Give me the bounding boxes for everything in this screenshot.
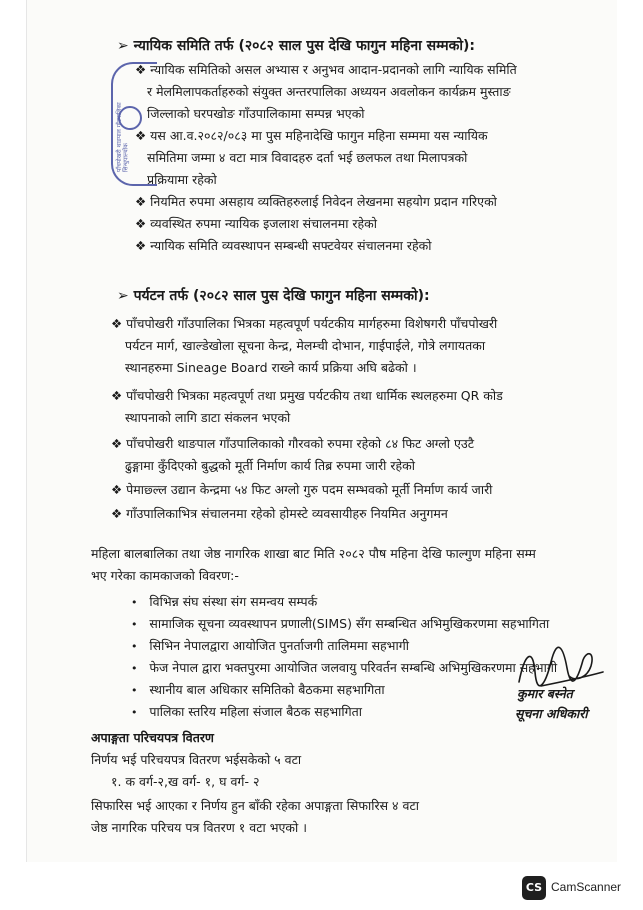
women-item-text: स्थानीय बाल अधिकार समितिको बैठकमा सहभागिता xyxy=(149,682,385,697)
judicial-line: जिल्लाको घरपखोङ गाँउपालिकामा सम्पन्न भएको xyxy=(147,106,365,121)
disability-heading: अपाङ्गता परिचयपत्र वितरण xyxy=(91,730,214,745)
women-intro-line: भए गरेका कामकाजको विवरण:- xyxy=(91,568,239,583)
women-item xyxy=(131,682,385,697)
judicial-line: ❖ नियमित रुपमा असहाय व्यक्तिहरुलाई निवेदन लेखनमा सहयोग प्रदान गरिएको xyxy=(135,194,497,209)
tourism-line: ❖ पेमाछ्ल्ल उद्यान केन्द्रमा ५४ फिट अग्लो गुरु पदम सम्भवको मूर्ती निर्माण कार्य जारी xyxy=(111,482,493,497)
bullet-icon: • xyxy=(131,684,138,697)
women-item-text: फेज नेपाल द्वारा भक्तपुरमा आयोजित जलवायु परिवर्तन सम्बन्धि अभिमुखिकरणमा सहभागी xyxy=(149,660,558,675)
judicial-line: प्रक्रियामा रहेको xyxy=(147,172,217,187)
bullet-icon: • xyxy=(131,596,138,609)
tourism-line: स्थानहरुमा Sineage Board राख्ने कार्य प्रक्रिया अघि बढेको । xyxy=(125,360,417,375)
seal-text: पाँचपोखरी थाङपाल गाँउपालिका सिन्धुपाल्चोक xyxy=(116,102,130,172)
judicial-line: ❖ व्यवस्थित रुपमा न्यायिक इजलाश संचालनमा रहेको xyxy=(135,216,377,231)
women-item xyxy=(131,638,409,653)
signature-title: सूचना अधिकारी xyxy=(515,706,588,721)
judicial-line: ❖ न्यायिक समितिको असल अभ्यास र अनुभव आदान-प्रदानको लागि न्यायिक समिति xyxy=(135,62,517,77)
disability-line: सिफारिस भई आएका र निर्णय हुन बाँकी रहेका अपाङ्गता सिफारिस ४ वटा xyxy=(91,798,419,813)
tourism-heading: ➢ पर्यटन तर्फ (२०८२ साल पुस देखि फागुन महिना सम्मको): xyxy=(117,288,430,304)
tourism-line: ❖ पाँचपोखरी गाँउपालिका भित्रका महत्वपूर्ण पर्यटकीय मार्गहरुमा विशेषगरी पाँचपोखरी xyxy=(111,316,498,331)
tourism-line: ❖ पाँचपोखरी थाङपाल गाँउपालिकाको गौरवको रुपमा रहेको ८४ फिट अग्लो एउटै xyxy=(111,436,475,451)
women-item xyxy=(131,660,557,675)
tourism-line: ❖ पाँचपोखरी भित्रका महत्वपूर्ण तथा प्रमुख पर्यटकीय तथा धार्मिक स्थलहरुमा QR कोड xyxy=(111,388,503,403)
judicial-heading: ➢ न्यायिक समिति तर्फ (२०८२ साल पुस देखि फागुन महिना सम्मको): xyxy=(117,38,476,54)
women-item-text: सामाजिक सूचना व्यवस्थापन प्रणाली(SIMS) सँग सम्बन्धित अभिमुखिकरणमा सहभागिता xyxy=(149,616,550,631)
disability-line: निर्णय भई परिचयपत्र वितरण भईसकेको ५ वटा xyxy=(91,752,302,767)
women-item-text: विभिन्न संघ संस्था संग समन्वय सम्पर्क xyxy=(149,594,318,609)
tourism-line: पर्यटन मार्ग, खाल्डेखोला सूचना केन्द्र, मेलम्ची दोभान, गाईपाईले, गोत्रे लगायतका xyxy=(125,338,486,353)
women-item xyxy=(131,704,362,719)
women-intro-line: महिला बालबालिका तथा जेष्ठ नागरिक शाखा बाट मिति २०८२ पौष महिना देखि फाल्गुण महिना सम्म xyxy=(91,546,536,561)
official-seal xyxy=(111,62,157,186)
judicial-line: समितिमा जम्मा ४ वटा मात्र विवादहरु दर्ता भई छलफल तथा मिलापत्रको xyxy=(147,150,468,165)
tourism-line: ढुङ्गामा कुँदिएको बुद्धको मूर्ती निर्माण कार्य तिब्र रुपमा जारी रहेको xyxy=(125,458,415,473)
camscanner-label: CamScanner xyxy=(551,880,622,894)
scanned-page xyxy=(26,0,617,862)
women-item xyxy=(131,594,317,609)
bullet-icon: • xyxy=(131,706,138,719)
women-item-text: पालिका स्तरिय महिला संजाल बैठक सहभागिता xyxy=(149,704,363,719)
signature-scribble-icon xyxy=(511,642,611,692)
signature-name: कुमार बस्नेत xyxy=(517,686,573,701)
women-item xyxy=(131,616,549,631)
judicial-line: र मेलमिलापकर्ताहरुको संयुक्त अन्तरपालिका अध्ययन अवलोकन कार्यक्रम मुस्ताङ xyxy=(147,84,511,99)
judicial-line: ❖ यस आ.व.२०८२/०८३ मा पुस महिनादेखि फागुन महिना सम्ममा यस न्यायिक xyxy=(135,128,488,143)
bullet-icon: • xyxy=(131,640,138,653)
women-item-text: सिभिन नेपालद्वारा आयोजित पुनर्ताजगी तालिममा सहभागी xyxy=(149,638,409,653)
bullet-icon: • xyxy=(131,618,138,631)
bullet-icon: • xyxy=(131,662,138,675)
judicial-line: ❖ न्यायिक समिति व्यवस्थापन सम्बन्धी सफ्टवेयर संचालनमा रहेको xyxy=(135,238,432,253)
camscanner-logo-icon: CS xyxy=(522,876,546,900)
signature-block xyxy=(511,642,611,730)
tourism-line: स्थापनाको लागि डाटा संकलन भएको xyxy=(125,410,291,425)
tourism-line: ❖ गाँउपालिकाभित्र संचालनमा रहेको होमस्टे व्यवसायीहरु नियमित अनुगमन xyxy=(111,506,448,521)
disability-line: १. क वर्ग-२,ख वर्ग- १, घ वर्ग- २ xyxy=(111,774,260,789)
disability-line: जेष्ठ नागरिक परिचय पत्र वितरण १ वटा भएको । xyxy=(91,820,307,835)
